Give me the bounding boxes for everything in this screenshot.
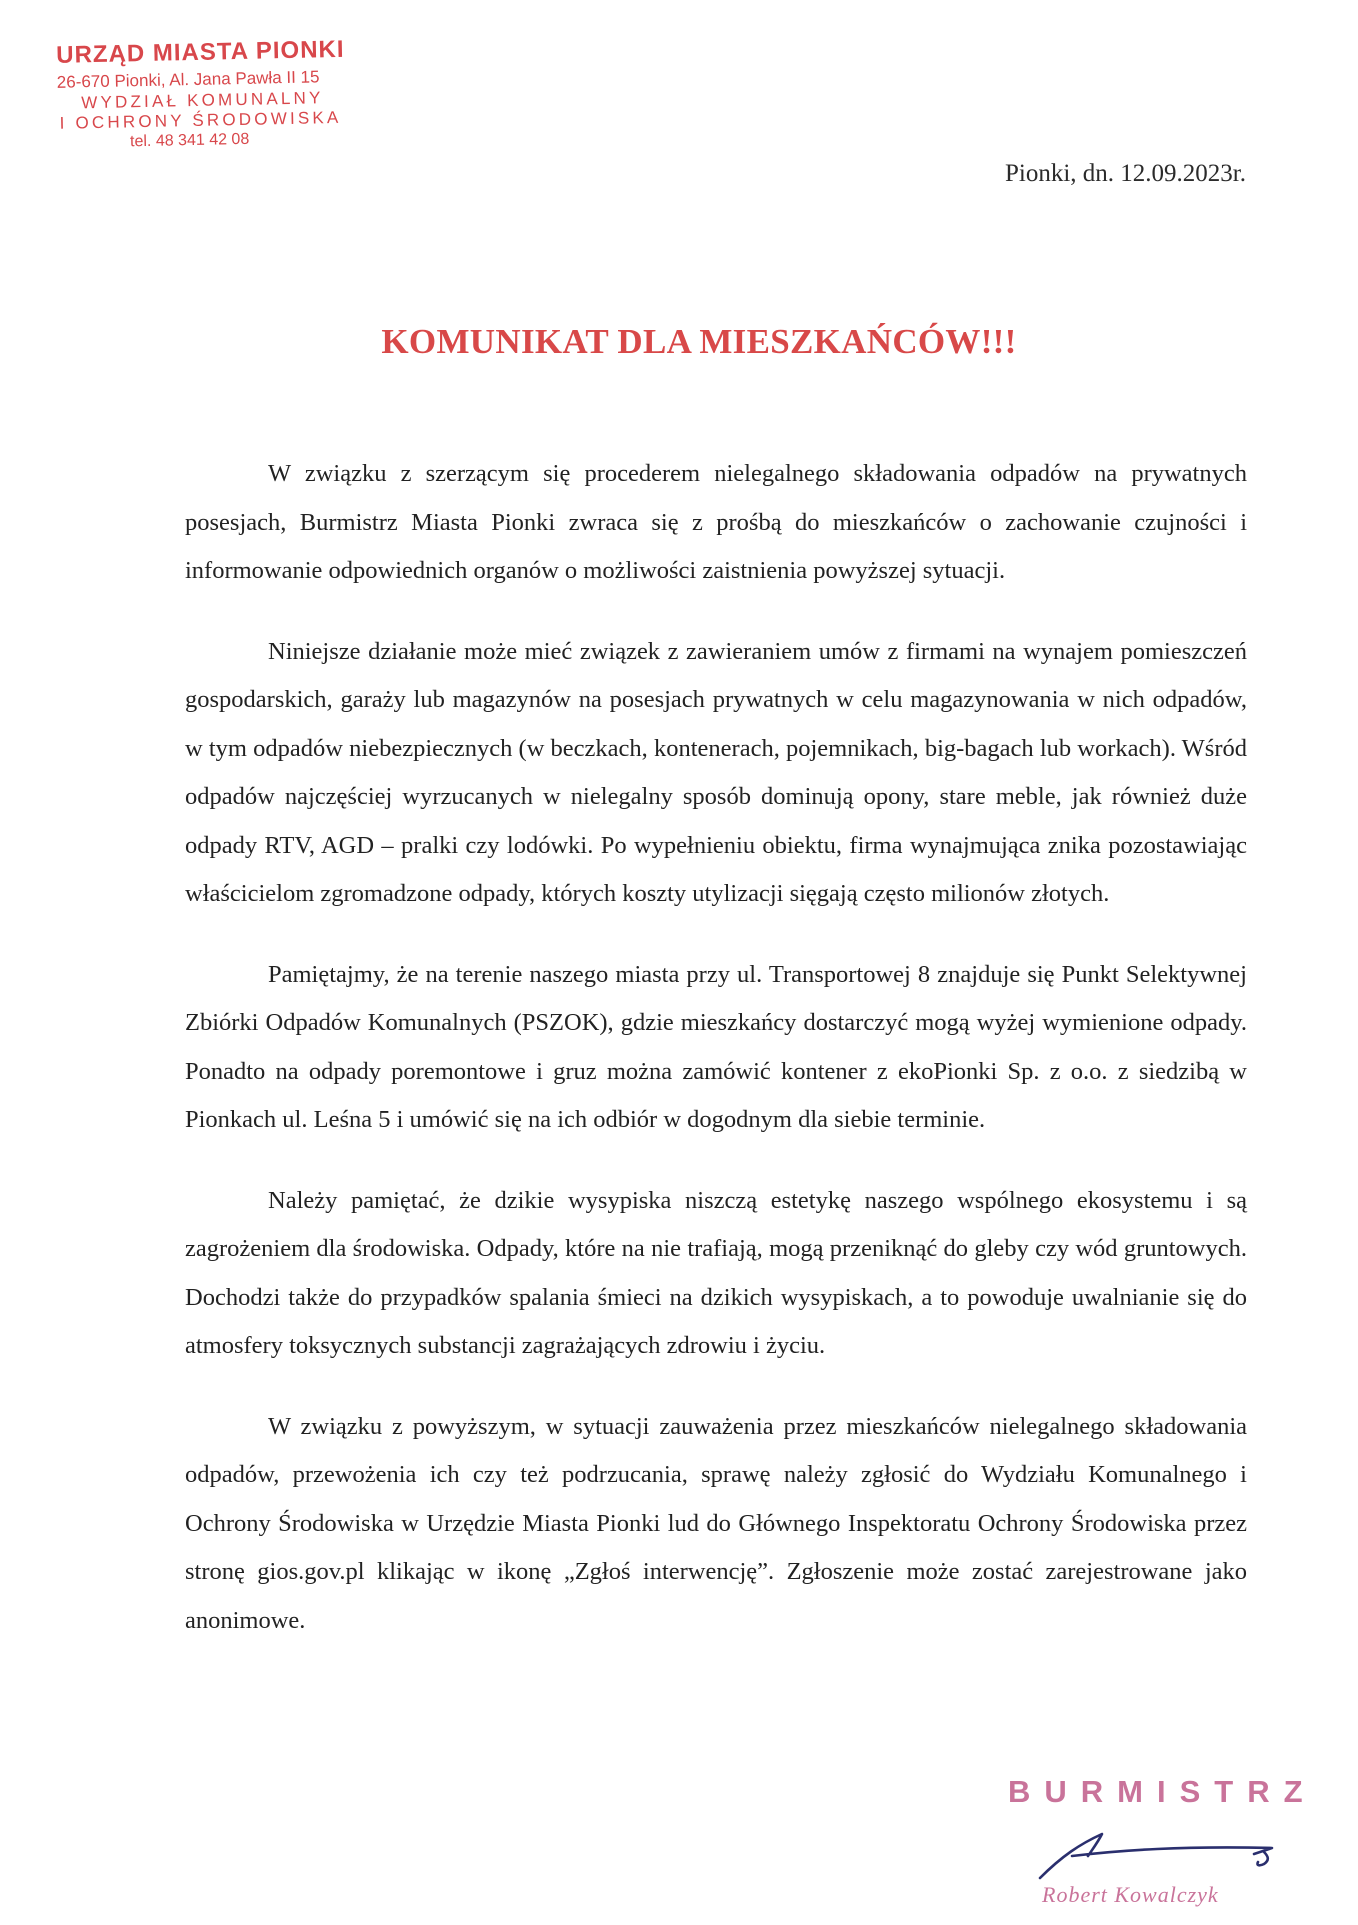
handwritten-signature (1032, 1816, 1292, 1886)
paragraph-3: Pamiętajmy, że na terenie naszego miasta przy ul. Transportowej 8 znajduje się Punkt Selektywnej Zbiórki Odpadów Komunalnych (PSZOK), gdzie mieszkańcy dostarczyć mogą wyżej wymienione odpady. Ponadto na odpady poremontowe i gruz można zamówić kontener z ekoPionki Sp. z o.o. z siedzibą w Pionkach ul. Leśna 5 i umówić się na ich odbiór w dogodnym dla siebie terminie. (185, 960, 1247, 1133)
paragraph-5: W związku z powyższym, w sytuacji zauważenia przez mieszkańców nielegalnego składowania odpadów, przewożenia ich czy też podrzucania, sprawę należy zgłosić do Wydziału Komunalnego i Ochrony Środowiska w Urzędzie Miasta Pionki lud do Głównego Inspektoratu Ochrony Środowiska przez stronę gios.gov.pl klikając w ikonę „Zgłoś interwencję”. Zgłoszenie może zostać zarejestrowane jako anonimowe. (185, 1412, 1247, 1634)
signature-block (990, 1774, 1317, 1924)
document-body (185, 450, 1247, 1677)
office-stamp (48, 37, 370, 152)
stamp-office-name: URZĄD MIASTA PIONKI (55, 35, 345, 69)
paragraph-4: Należy pamiętać, że dzikie wysypiska niszczą estetykę naszego wspólnego ekosystemu i są zagrożeniem dla środowiska. Odpady, które na nie trafiają, mogą przeniknąć do gleby czy wód gruntowych. Dochodzi także do przypadków spalania śmieci na dzikich wysypiskach, a to powoduje uwalnianie się do atmosfery toksycznych substancji zagrażających zdrowiu i życiu. (185, 1186, 1247, 1359)
paragraph-1: W związku z szerzącym się procederem nielegalnego składowania odpadów na prywatnych posesjach, Burmistrz Miasta Pionki zwraca się z prośbą do mieszkańców o zachowanie czujności i informowanie odpowiednich organów o możliwości zaistnienia powyższej sytuacji. (185, 460, 1247, 584)
stamp-phone: tel. 48 341 42 08 (129, 130, 250, 151)
document-date: Pionki, dn. 12.09.2023r. (1005, 160, 1246, 187)
paragraph-2: Niniejsze działanie może mieć związek z zawieraniem umów z firmami na wynajem pomieszczeń gospodarskich, garaży lub magazynów na posesjach prywatnych w celu magazynowania w nich odpadów, w tym odpadów niebezpiecznych (w beczkach, kontenerach, pojemnikach, big-bagach lub workach). Wśród odpadów najczęściej wyrzucanych w nielegalny sposób dominują opony, stare meble, jak również duże odpady RTV, AGD – pralki czy lodówki. Po wypełnieniu obiektu, firma wynajmująca znika pozostawiając właścicielom zgromadzone odpady, których koszty utylizacji sięgają często milionów złotych. (185, 637, 1247, 907)
signature-office-stamp: BURMISTRZ (1008, 1774, 1317, 1809)
stamp-department-line1: WYDZIAŁ KOMUNALNY (81, 88, 324, 113)
signature-name-stamp: Robert Kowalczyk (1042, 1882, 1219, 1907)
document-title: KOMUNIKAT DLA MIESZKAŃCÓW!!! (381, 322, 1017, 361)
stamp-department-line2: I OCHRONY ŚRODOWISKA (59, 107, 342, 133)
stamp-address: 26-670 Pionki, Al. Jana Pawła II 15 (56, 67, 320, 92)
